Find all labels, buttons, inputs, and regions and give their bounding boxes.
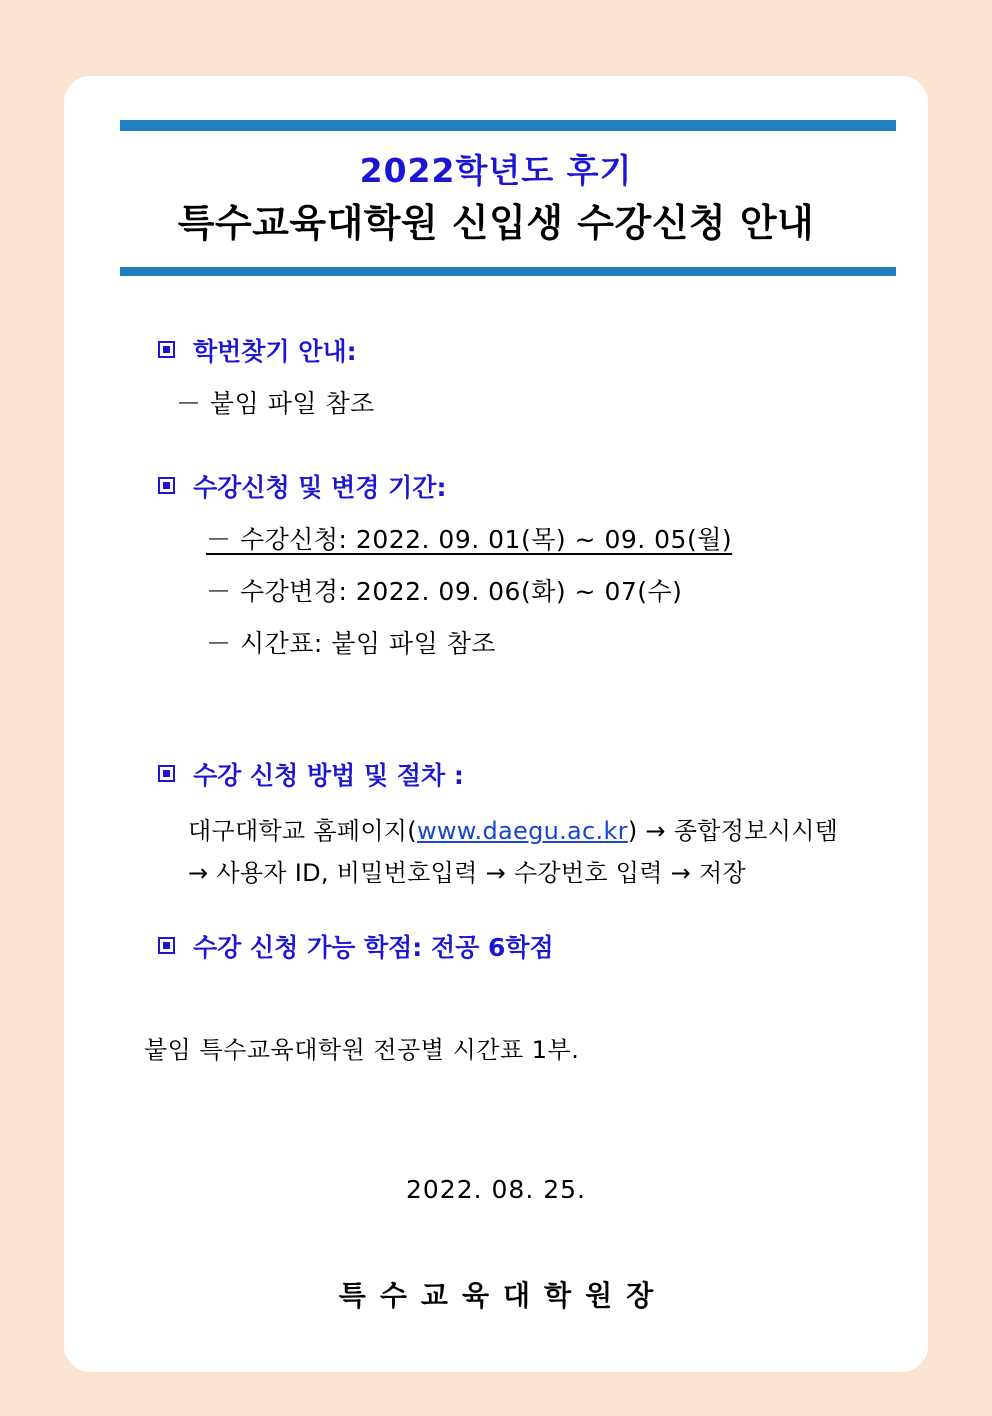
square-bullet-icon [158, 765, 175, 782]
method-prefix: 대구대학교 홈페이지( [188, 816, 417, 845]
section-item-student-id-1: － 붙임 파일 참조 [176, 388, 375, 418]
document-date: 2022. 08. 25. [406, 1174, 586, 1204]
document-signature: 특수교육대학원장 [338, 1278, 668, 1312]
section-heading-label: 수강신청 및 변경 기간: [193, 472, 447, 502]
section-item-registration-dates: － 수강신청: 2022. 09. 01(목) ~ 09. 05(월) [206, 524, 733, 554]
spacer [116, 964, 876, 1012]
square-bullet-icon [158, 341, 175, 358]
homepage-link[interactable]: www.daegu.ac.kr [416, 816, 628, 845]
method-line2: → 사용자 ID, 비밀번호입력 → 수강번호 입력 → 저장 [188, 858, 746, 887]
square-bullet-icon [158, 937, 175, 954]
square-bullet-icon [158, 477, 175, 494]
section-heading-label: 수강 신청 가능 학점: 전공 6학점 [193, 932, 554, 962]
header-rule-top [120, 120, 896, 131]
spacer [116, 660, 876, 756]
section-heading-label: 학번찾기 안내: [193, 336, 357, 366]
section-heading-method [158, 756, 876, 792]
spacer [116, 894, 876, 928]
section-heading-credits [158, 928, 876, 964]
section-heading-registration-period [158, 468, 876, 504]
document-title-line2: 특수교육대학원 신입생 수강신청 안내 [177, 200, 815, 245]
spacer [116, 420, 876, 468]
method-text [188, 810, 876, 894]
section-item-timetable: － 시간표: 붙임 파일 참조 [206, 628, 497, 658]
method-suffix: ) → 종합정보시시템 [627, 816, 839, 845]
section-heading-student-id [158, 332, 876, 368]
document-title-line1: 2022학년도 후기 [359, 151, 633, 190]
attachment-note: 붙임 특수교육대학원 전공별 시간표 1부. [144, 1035, 580, 1064]
document-body [116, 332, 876, 1314]
title-block [116, 131, 876, 255]
section-heading-label: 수강 신청 방법 및 절차 : [193, 760, 464, 790]
header-rule-bottom [120, 267, 896, 276]
notice-document [64, 76, 928, 1372]
section-item-change-dates: － 수강변경: 2022. 09. 06(화) ~ 07(수) [206, 576, 683, 606]
